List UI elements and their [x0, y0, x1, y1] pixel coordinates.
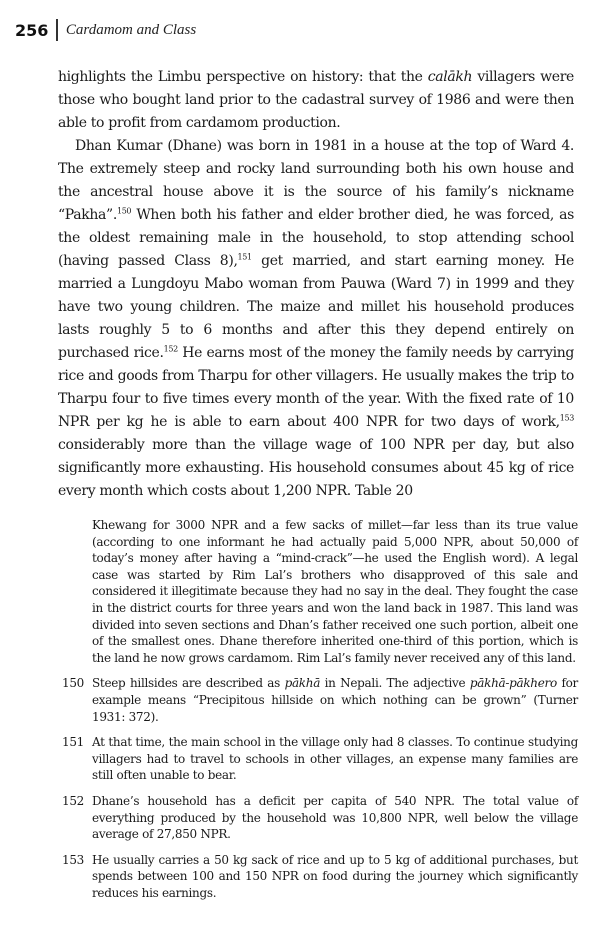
paragraph-2-text-e: considerably more than the village wage of 100 NPR per day, but also significantly more exhausting. His household consumes about 45 kg of rice every month which costs about 1,200 NPR. Table 20 — [58, 437, 574, 499]
footnote-ref-153[interactable]: 153 — [559, 413, 574, 423]
footnote-text: At that time, the main school in the village only had 8 classes. To continue studying villagers had to travel to schools in other villages, an expense many families are still often unable to bear. — [92, 735, 578, 783]
paragraph-2 — [58, 135, 574, 503]
footnote-150-text-c: in Nepali. The adjective — [320, 676, 470, 691]
paragraph-2-text-b: When both his father and elder brother died, he was forced, as the oldest remaining male in the household, to stop attending school (having passed Class 8), — [58, 207, 574, 269]
footnote-150-text-a: Steep hillsides are described as — [92, 676, 285, 691]
footnote-text — [92, 675, 578, 725]
paragraph-2-text-c: get married, and start earning money. He married a Lungdoyu Mabo woman from Pauwa (Ward 7) in 1999 and they have two young children. The maize and millet his household produces lasts roughly 5 to 6 months and after this they depend entirely on purchased rice. — [58, 253, 574, 361]
footnote-150-text-e: for example means “Precipitous hillside on which nothing can be grown” (Turner 1931: 372). — [92, 676, 578, 724]
paragraph-2-text-a: Dhan Kumar (Dhane) was born in 1981 in a house at the top of Ward 4. The extremely steep and rocky land surrounding both his own house and the ancestral house above it is the source of his family’s nickname “Pakha”. — [58, 138, 574, 223]
page-number: 256 — [15, 20, 49, 40]
running-title: Cardamom and Class — [65, 21, 197, 38]
footnote-number: 152 — [62, 793, 85, 808]
footnote-153 — [62, 852, 578, 902]
footnote-text: He usually carries a 50 kg sack of rice and up to 5 kg of additional purchases, but spends between 100 and 150 NPR on food during the journey which significantly reduces his earnings. — [92, 852, 578, 900]
header-divider — [56, 19, 58, 41]
term-calakh: calākh — [427, 69, 473, 85]
footnote-151 — [62, 734, 578, 784]
paragraph-1-text-c: villagers were those who bought land prior to the cadastral survey of 1986 and were then able to profit from cardamom production. — [58, 69, 574, 131]
paragraph-1 — [58, 66, 574, 135]
paragraph-1-text-a: highlights the Limbu perspective on history: that the — [58, 69, 428, 85]
footnote-ref-150[interactable]: 150 — [116, 206, 132, 216]
footnote-text: Dhane’s household has a deficit per capita of 540 NPR. The total value of everything produced by the household was 10,800 NPR, well below the village average of 27,850 NPR. — [92, 793, 578, 842]
term-pakha: pākhā — [284, 676, 321, 691]
page-header — [15, 18, 196, 42]
footnote-ref-152[interactable]: 152 — [163, 344, 178, 354]
footnote-continuation: Khewang for 3000 NPR and a few sacks of millet—far less than its true value (according to one informant he had actually paid 5,000 NPR, about 50,000 of today’s money after having a “mind-crack”—he used the English word). A legal case was started by Rim Lal’s brothers who disapproved of this sale and considered it illegitimate because they had no say in the deal. They fought the case in the district courts for three years and won the land back in 1987. This land was divided into seven sections and Dhan’s father received one such portion, albeit one of the smallest ones. Dhane therefore inherited one-third of this portion, which is the land he now grows cardamom. Rim Lal’s family never received any of this land. — [92, 518, 578, 665]
footnotes — [62, 517, 578, 901]
footnote-ref-151[interactable]: 151 — [237, 252, 252, 262]
footnote-152 — [62, 793, 578, 843]
main-text — [58, 66, 574, 503]
footnote-150 — [62, 675, 578, 725]
footnote-number: 151 — [62, 735, 85, 750]
footnote-number: 150 — [62, 676, 85, 691]
term-pakha-pakhero: pākhā-pākhero — [469, 676, 557, 691]
paragraph-2-text-d: He earns most of the money the family needs by carrying rice and goods from Tharpu for other villagers. He usually makes the trip to Tharpu four to five times every month of the year. With the fixed rate of 10 NPR per kg he is able to earn about 400 NPR for two days of work, — [58, 345, 574, 430]
footnote-number: 153 — [62, 852, 85, 867]
